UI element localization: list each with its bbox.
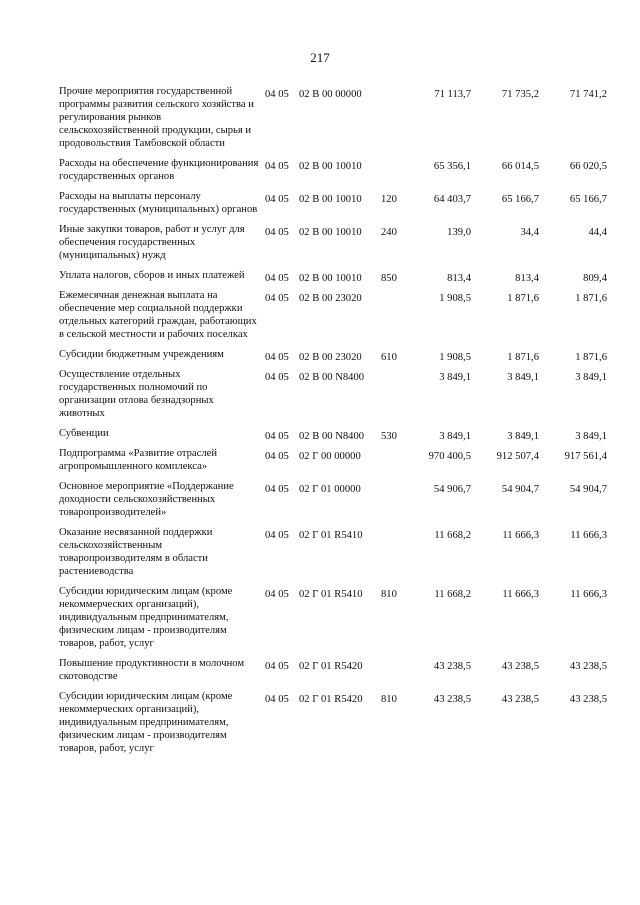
amount-year-1: 1 908,5 <box>439 352 471 363</box>
amount-year-3: 44,4 <box>588 227 607 238</box>
amount-year-2: 11 666,3 <box>502 589 539 600</box>
target-article-code: 02 Г 00 00000 <box>299 451 361 462</box>
target-article-code: 02 В 00 N8400 <box>299 431 365 442</box>
amount-year-1: 139,0 <box>447 227 471 238</box>
item-name: Субсидии юридическим лицам (кроме некоммерческих организаций), индивидуальным предпринимателям, физическим лицам - производителям товаров, работ, услуг <box>59 586 233 649</box>
expense-type-code: 530 <box>381 431 397 442</box>
table-row <box>59 585 619 650</box>
amount-year-3: 3 849,1 <box>575 431 607 442</box>
table-row <box>59 690 619 755</box>
amount-year-3: 54 904,7 <box>569 484 607 495</box>
table-row <box>59 657 619 683</box>
expense-type-code: 610 <box>381 352 397 363</box>
expense-type-code: 240 <box>381 227 397 238</box>
item-name: Субсидии юридическим лицам (кроме некоммерческих организаций), индивидуальным предпринимателям, физическим лицам - производителям товаров, работ, услуг <box>59 691 233 754</box>
page-number: 217 <box>310 50 330 65</box>
amount-year-2: 3 849,1 <box>507 431 539 442</box>
target-article-code: 02 Г 01 00000 <box>299 484 361 495</box>
target-article-code: 02 В 00 N8400 <box>299 372 365 383</box>
table-row <box>59 289 619 341</box>
amount-year-1: 64 403,7 <box>433 194 471 205</box>
section-code: 04 05 <box>265 89 289 100</box>
section-code: 04 05 <box>265 227 289 238</box>
amount-year-3: 65 166,7 <box>569 194 607 205</box>
table-row <box>59 427 619 440</box>
expense-type-code: 810 <box>381 589 397 600</box>
section-code: 04 05 <box>265 352 289 363</box>
amount-year-3: 3 849,1 <box>575 372 607 383</box>
amount-year-2: 43 238,5 <box>501 661 539 672</box>
section-code: 04 05 <box>265 194 289 205</box>
amount-year-2: 912 507,4 <box>496 451 539 462</box>
amount-year-3: 43 238,5 <box>569 694 607 705</box>
section-code: 04 05 <box>265 161 289 172</box>
expense-type-code: 810 <box>381 694 397 705</box>
amount-year-1: 43 238,5 <box>433 661 471 672</box>
table-row <box>59 348 619 361</box>
table-row <box>59 157 619 183</box>
amount-year-3: 11 666,3 <box>570 530 607 541</box>
section-code: 04 05 <box>265 451 289 462</box>
amount-year-3: 917 561,4 <box>564 451 607 462</box>
amount-year-3: 809,4 <box>583 273 607 284</box>
table-row <box>59 190 619 216</box>
item-name: Оказание несвязанной поддержки сельскохозяйственным товаропроизводителям в области растениеводства <box>59 527 213 577</box>
expense-type-code: 850 <box>381 273 397 284</box>
amount-year-3: 1 871,6 <box>575 293 607 304</box>
target-article-code: 02 В 00 10010 <box>299 273 362 284</box>
amount-year-1: 11 668,2 <box>434 530 471 541</box>
item-name: Расходы на выплаты персоналу государственных (муниципальных) органов <box>59 191 258 215</box>
item-name: Повышение продуктивности в молочном скотоводстве <box>59 658 245 682</box>
item-name: Осуществление отдельных государственных полномочий по организации отлова безнадзорных животных <box>59 369 214 419</box>
amount-year-1: 3 849,1 <box>439 372 471 383</box>
amount-year-3: 66 020,5 <box>569 161 607 172</box>
target-article-code: 02 В 00 23020 <box>299 352 362 363</box>
amount-year-2: 1 871,6 <box>507 293 539 304</box>
table-row <box>59 85 619 150</box>
item-name: Прочие мероприятия государственной программы развития сельского хозяйства и регулирования рынков сельскохозяйственной продукции, сырья и продовольствия Тамбовской области <box>59 86 254 149</box>
amount-year-1: 71 113,7 <box>434 89 471 100</box>
target-article-code: 02 В 00 10010 <box>299 161 362 172</box>
item-name: Основное мероприятие «Поддержание доходности сельскохозяйственных товаропроизводителей» <box>59 481 234 518</box>
amount-year-2: 813,4 <box>515 273 539 284</box>
section-code: 04 05 <box>265 661 289 672</box>
section-code: 04 05 <box>265 530 289 541</box>
amount-year-3: 1 871,6 <box>575 352 607 363</box>
target-article-code: 02 Г 01 R5410 <box>299 530 363 541</box>
item-name: Расходы на обеспечение функционирования государственных органов <box>59 158 259 182</box>
amount-year-1: 3 849,1 <box>439 431 471 442</box>
amount-year-3: 71 741,2 <box>569 89 607 100</box>
section-code: 04 05 <box>265 273 289 284</box>
amount-year-1: 813,4 <box>447 273 471 284</box>
section-code: 04 05 <box>265 484 289 495</box>
item-name: Уплата налогов, сборов и иных платежей <box>59 270 245 281</box>
amount-year-2: 3 849,1 <box>507 372 539 383</box>
table-row <box>59 368 619 420</box>
amount-year-2: 65 166,7 <box>501 194 539 205</box>
amount-year-3: 43 238,5 <box>569 661 607 672</box>
amount-year-3: 11 666,3 <box>570 589 607 600</box>
target-article-code: 02 В 00 23020 <box>299 293 362 304</box>
amount-year-1: 1 908,5 <box>439 293 471 304</box>
section-code: 04 05 <box>265 431 289 442</box>
target-article-code: 02 В 00 00000 <box>299 89 362 100</box>
item-name: Субвенции <box>59 428 109 439</box>
section-code: 04 05 <box>265 372 289 383</box>
target-article-code: 02 В 00 10010 <box>299 194 362 205</box>
amount-year-1: 54 906,7 <box>433 484 471 495</box>
section-code: 04 05 <box>265 694 289 705</box>
table-row <box>59 269 619 282</box>
amount-year-1: 11 668,2 <box>434 589 471 600</box>
item-name: Субсидии бюджетным учреждениям <box>59 349 224 360</box>
budget-table <box>59 85 619 762</box>
target-article-code: 02 Г 01 R5420 <box>299 661 363 672</box>
section-code: 04 05 <box>265 589 289 600</box>
amount-year-2: 43 238,5 <box>501 694 539 705</box>
item-name: Подпрограмма «Развитие отраслей агропромышленного комплекса» <box>59 448 217 472</box>
table-row <box>59 526 619 578</box>
amount-year-2: 34,4 <box>520 227 539 238</box>
amount-year-2: 11 666,3 <box>502 530 539 541</box>
item-name: Иные закупки товаров, работ и услуг для обеспечения государственных (муниципальных) нужд <box>59 224 245 261</box>
table-row <box>59 480 619 519</box>
target-article-code: 02 В 00 10010 <box>299 227 362 238</box>
target-article-code: 02 Г 01 R5410 <box>299 589 363 600</box>
amount-year-2: 54 904,7 <box>501 484 539 495</box>
table-row <box>59 447 619 473</box>
target-article-code: 02 Г 01 R5420 <box>299 694 363 705</box>
amount-year-2: 71 735,2 <box>501 89 539 100</box>
expense-type-code: 120 <box>381 194 397 205</box>
amount-year-2: 1 871,6 <box>507 352 539 363</box>
table-row <box>59 223 619 262</box>
amount-year-1: 970 400,5 <box>428 451 471 462</box>
amount-year-1: 43 238,5 <box>433 694 471 705</box>
amount-year-2: 66 014,5 <box>501 161 539 172</box>
amount-year-1: 65 356,1 <box>433 161 471 172</box>
section-code: 04 05 <box>265 293 289 304</box>
item-name: Ежемесячная денежная выплата на обеспечение мер социальной поддержки отдельных категорий граждан, работающих в сельской местности и рабочих поселках <box>59 290 257 340</box>
